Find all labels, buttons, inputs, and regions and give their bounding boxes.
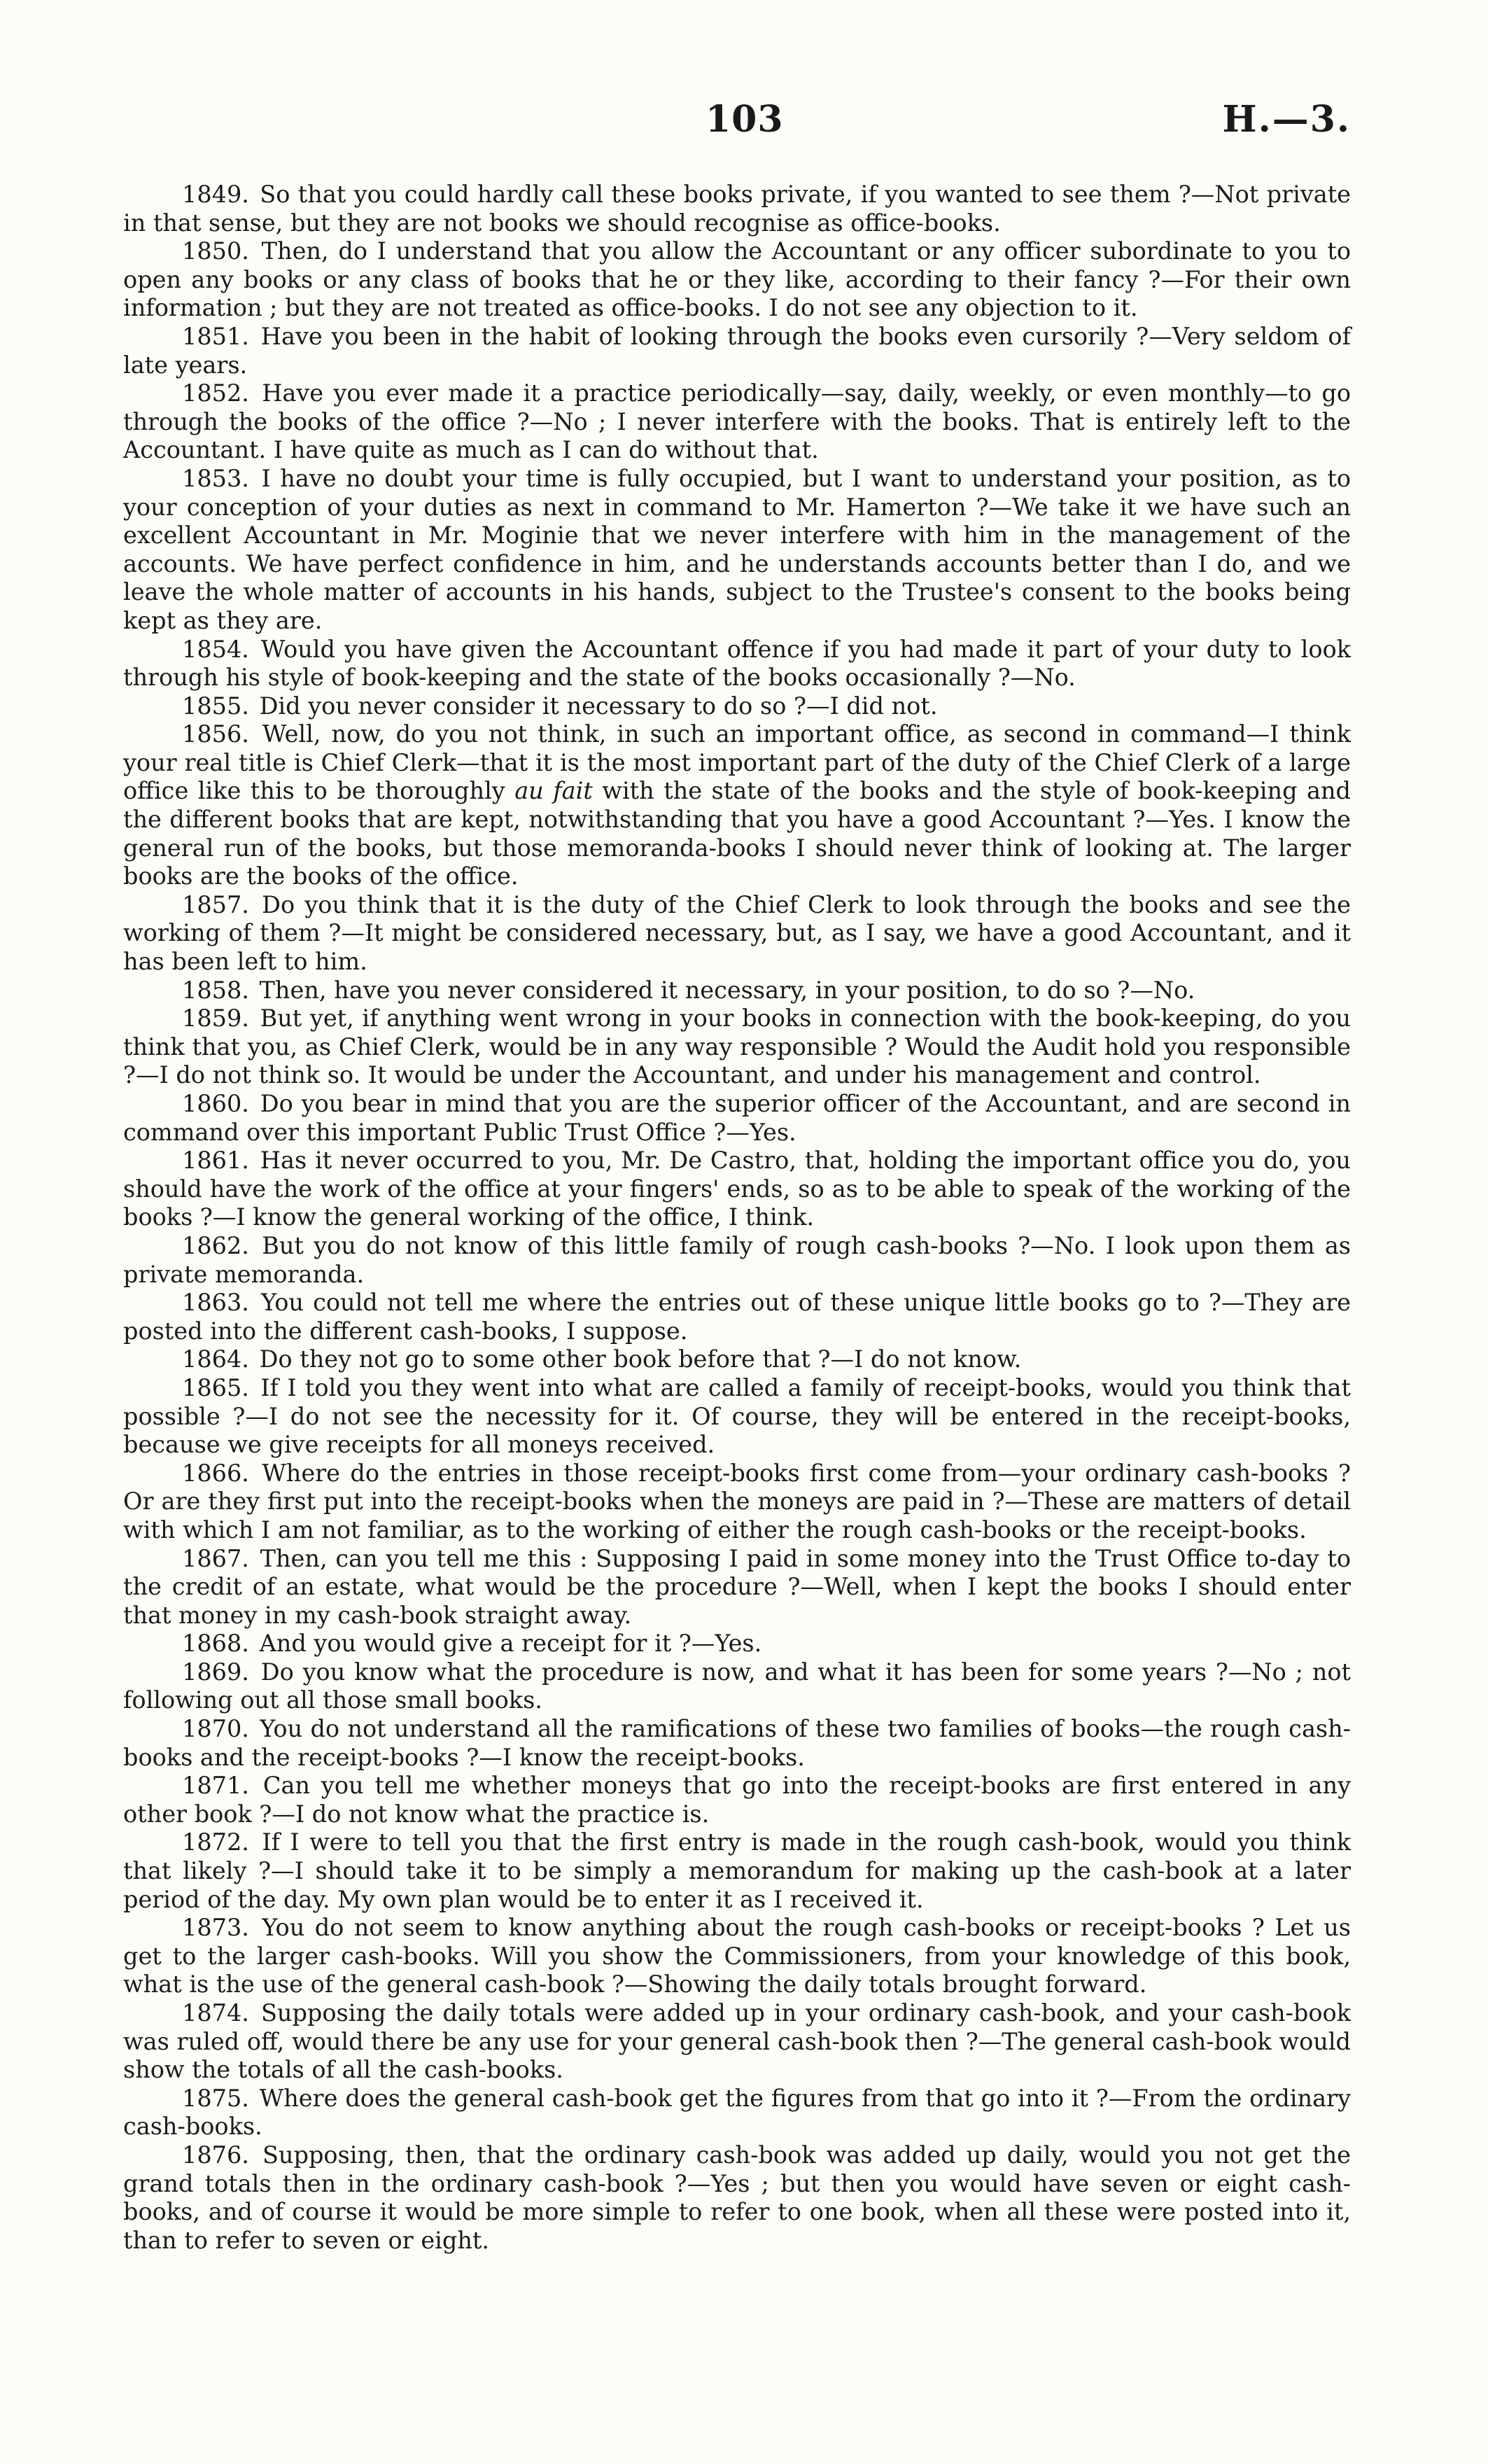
series-code: H.—3. [1222,98,1351,141]
paragraph-1858 [123,976,1351,1005]
paragraph-text: You do not seem to know anything about the rough cash-books or receipt-books ? Let us get to the larger cash-books. Will you show the Commissioners, from your knowledge of this book, what is the use of the general cash-book ?—Showing the daily totals brought forward. [123,1914,1351,1998]
paragraph-text: Did you never consider it necessary to do so ?—I did not. [259,692,938,720]
question-number: 1853. [182,464,249,492]
question-number: 1858. [182,976,249,1004]
paragraph-text: If I were to tell you that the first entry is made in the rough cash-book, would you think that likely ?—I should take it to be simply a memorandum for making up the cash-book at a later period of the day. My own plan would be to enter it as I received it. [123,1828,1351,1913]
paragraph-text: Have you ever made it a practice periodically—say, daily, weekly, or even monthly—to go through the books of the office ?—No ; I never interfere with the books. That is entirely left to the Accountant. I have quite as much as I can do without that. [123,379,1351,464]
question-number: 1857. [182,890,249,918]
question-number: 1851. [182,322,249,350]
paragraph-1873 [123,1914,1351,1999]
paragraph-text: Would you have given the Accountant offence if you had made it part of your duty to look through his style of book-keeping and the state of the books occasionally ?—No. [123,635,1351,692]
paragraph-text: But yet, if anything went wrong in your books in connection with the book-keeping, do you think that you, as Chief Clerk, would be in any way responsible ? Would the Audit hold you responsible ?—I do not think so. It would be under the Accountant, and under his management and control. [123,1004,1352,1089]
question-number: 1852. [182,379,249,407]
paragraph-1849 [123,181,1351,237]
paragraph-1855 [123,692,1351,721]
paragraph-1865 [123,1374,1351,1460]
italic-phrase: au fait [514,777,593,805]
paragraph-text: Can you tell me whether moneys that go into the receipt-books are first entered in any other book ?—I do not know what the practice is. [123,1772,1351,1828]
paragraph-1871 [123,1772,1351,1828]
paragraph-text: Do you think that it is the duty of the Chief Clerk to look through the books and see the working of them ?—It might be considered necessary, but, as I say, we have a good Accountant, and it has been left to him. [123,890,1351,976]
paragraph-1867 [123,1545,1351,1630]
paragraph-1853 [123,465,1351,636]
body-text [123,181,1351,2255]
paragraph-text: Then, do I understand that you allow the Accountant or any officer subordinate to you to open any books or any class of books that he or they like, according to their fancy ?—For their own information ; but they are not treated as office-books. I do not see any objection to it. [123,237,1351,322]
question-number: 1875. [182,2084,249,2112]
question-number: 1862. [182,1231,249,1259]
question-number: 1871. [182,1772,249,1800]
paragraph-1864 [123,1345,1351,1374]
question-number: 1867. [182,1544,249,1572]
question-number: 1864. [182,1345,249,1373]
paragraph-text-continued: with the state of the books and the style of book-keeping and the different books that are kept, notwithstanding that you have a good Accountant ?—Yes. I know the general run of the books, but those memoranda-books I should never think of looking at. The larger books are the books of the office. [123,777,1351,890]
paragraph-1862 [123,1232,1351,1289]
paragraph-text: Then, have you never considered it necessary, in your position, to do so ?—No. [259,976,1195,1004]
paragraph-text: So that you could hardly call these books private, if you wanted to see them ?—Not private in that sense, but they are not books we should recognise as office-books. [123,181,1351,237]
paragraph-1870 [123,1715,1351,1772]
paragraph-text: Do they not go to some other book before that ?—I do not know. [259,1345,1022,1373]
question-number: 1859. [182,1004,249,1032]
paragraph-1860 [123,1090,1351,1147]
paragraph-1859 [123,1004,1351,1090]
paragraph-text: Where do the entries in those receipt-books first come from—your ordinary cash-books ? Or are they first put into the receipt-books when the moneys are paid in ?—These are matters of detail with which I am not familiar, as to the working of either the rough cash-books or the receipt-books. [123,1459,1351,1544]
paragraph-1872 [123,1828,1351,1914]
question-number: 1856. [182,720,249,748]
paragraph-1869 [123,1658,1351,1715]
paragraph-text: Then, can you tell me this : Supposing I paid in some money into the Trust Office to-day to the credit of an estate, what would be the procedure ?—Well, when I kept the books I should enter that money in my cash-book straight away. [123,1544,1351,1629]
page-number: 103 [706,98,784,141]
paragraph-text: Do you know what the procedure is now, and what it has been for some years ?—No ; not following out all those small books. [123,1658,1351,1714]
paragraph-1854 [123,636,1351,692]
question-number: 1874. [182,1999,249,2026]
question-number: 1870. [182,1715,249,1743]
paragraph-1850 [123,237,1351,323]
question-number: 1872. [182,1828,249,1856]
question-number: 1855. [182,692,249,720]
paragraph-text: Do you bear in mind that you are the superior officer of the Accountant, and are second in command over this important Public Trust Office ?—Yes. [123,1090,1351,1146]
paragraph-text: But you do not know of this little family of rough cash-books ?—No. I look upon them as private memoranda. [123,1231,1351,1288]
question-number: 1869. [182,1658,249,1686]
question-number: 1866. [182,1459,249,1487]
paragraph-1866 [123,1460,1351,1545]
paragraph-text: I have no doubt your time is fully occupied, but I want to understand your position, as to your conception of your duties as next in command to Mr. Hamerton ?—We take it we have such an excellent Accountant in Mr. Moginie that we never interfere with him in the management of the accounts. We have perfect confidence in him, and he understands accounts better than I do, and we leave the whole matter of accounts in his hands, subject to the Trustee's consent to the books being kept as they are. [123,464,1351,634]
paragraph-text: You could not tell me where the entries out of these unique little books go to ?—They are posted into the different cash-books, I suppose. [123,1289,1351,1345]
question-number: 1876. [182,2141,249,2169]
paragraph-text: Where does the general cash-book get the figures from that go into it ?—From the ordinary cash-books. [123,2084,1351,2141]
paragraph-text: Have you been in the habit of looking through the books even cursorily ?—Very seldom of late years. [123,322,1351,379]
paragraph-text: Well, now, do you not think, in such an important office, as second in command—I think your real title is Chief Clerk—that it is the most important part of the duty of the Chief Clerk of a large office like this to be thoroughly [123,720,1351,805]
question-number: 1850. [182,237,249,265]
paragraph-1861 [123,1147,1351,1232]
paragraph-text: Has it never occurred to you, Mr. De Castro, that, holding the important office you do, you should have the work of the office at your fingers' ends, so as to be able to speak of the working of the books ?—I know the general working of the office, I think. [123,1147,1351,1231]
question-number: 1865. [182,1373,249,1401]
question-number: 1854. [182,635,249,663]
page-header [0,98,1488,154]
paragraph-text: And you would give a receipt for it ?—Yes. [259,1630,762,1658]
paragraph-1868 [123,1630,1351,1658]
paragraph-1857 [123,891,1351,976]
paragraph-text: You do not understand all the ramifications of these two families of books—the rough cash-books and the receipt-books ?—I know the receipt-books. [123,1715,1352,1771]
question-number: 1849. [182,181,249,208]
paragraph-1876 [123,2141,1351,2255]
paragraph-1874 [123,1999,1351,2085]
question-number: 1868. [182,1630,249,1658]
paragraph-1863 [123,1289,1351,1345]
paragraph-text: Supposing the daily totals were added up in your ordinary cash-book, and your cash-book was ruled off, would there be any use for your general cash-book then ?—The general cash-book would show the totals of all the cash-books. [123,1999,1351,2084]
question-number: 1873. [182,1914,249,1942]
question-number: 1861. [182,1147,249,1175]
question-number: 1860. [182,1090,249,1117]
paragraph-1875 [123,2085,1351,2141]
paragraph-1856 [123,720,1351,891]
question-number: 1863. [182,1289,249,1317]
paragraph-text: If I told you they went into what are called a family of receipt-books, would you think that possible ?—I do not see the necessity for it. Of course, they will be entered in the receipt-books, because we give receipts for all moneys received. [123,1373,1351,1459]
paragraph-text: Supposing, then, that the ordinary cash-book was added up daily, would you not get the grand totals then in the ordinary cash-book ?—Yes ; but then you would have seven or eight cash-books, and of course it would be more simple to refer to one book, when all these were posted into it, than to refer to seven or eight. [123,2141,1351,2254]
paragraph-1852 [123,379,1351,465]
paragraph-1851 [123,323,1351,379]
